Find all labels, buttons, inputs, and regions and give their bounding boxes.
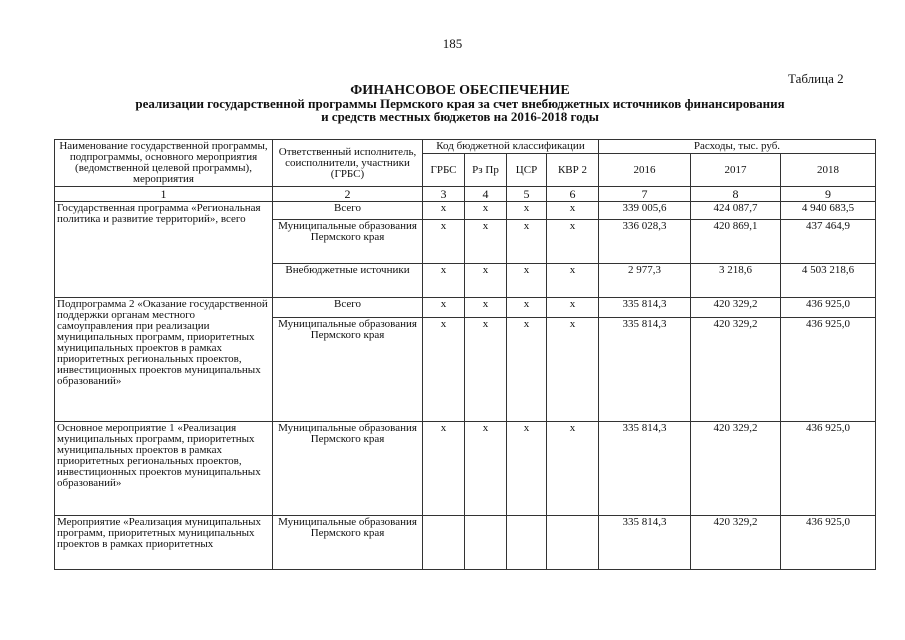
cell-csr: х [507,220,547,264]
header-kvr: КВР 2 [547,154,599,187]
column-number: 8 [691,187,781,202]
cell-2018: 436 925,0 [781,516,876,570]
title-line-2: реализации государственной программы Пермского края за счет внебюджетных источников финансирования [135,96,785,111]
cell-2018: 4 503 218,6 [781,264,876,298]
cell-csr: х [507,264,547,298]
column-number: 5 [507,187,547,202]
cell-grbs [423,516,465,570]
cell-2017: 420 329,2 [691,298,781,318]
cell-2018: 437 464,9 [781,220,876,264]
row-name: Государственная программа «Региональная политика и развитие территорий», всего [55,202,273,298]
cell-grbs: х [423,202,465,220]
row-responsible: Внебюджетные источники [273,264,423,298]
column-number: 4 [465,187,507,202]
page-number: 185 [442,36,463,51]
row-responsible: Муниципальные образования Пермского края [273,422,423,516]
financing-table [54,139,876,570]
cell-grbs: х [423,318,465,422]
table-row [55,202,876,220]
cell-grbs: х [423,220,465,264]
cell-2018: 436 925,0 [781,318,876,422]
header-name: Наименование государственной программы, подпрограммы, основного мероприятия (ведомственной целевой программы), мероприятия [55,140,273,187]
cell-2018: 436 925,0 [781,298,876,318]
cell-kvr: х [547,220,599,264]
header-2018: 2018 [781,154,876,187]
header-rzpr: Рз Пр [465,154,507,187]
cell-2017: 420 869,1 [691,220,781,264]
cell-csr: х [507,318,547,422]
row-name: Основное мероприятие 1 «Реализация муниципальных программ, приоритетных муниципальных проектов в рамках приоритетных региональных проектов, инвестиционных проектов муниципальных образований» [55,422,273,516]
table-row [55,298,876,318]
cell-2017: 424 087,7 [691,202,781,220]
cell-kvr: х [547,422,599,516]
column-number: 1 [55,187,273,202]
title-line-1: ФИНАНСОВОЕ ОБЕСПЕЧЕНИЕ [350,83,570,98]
cell-kvr: х [547,298,599,318]
cell-2016: 335 814,3 [599,422,691,516]
cell-2018: 4 940 683,5 [781,202,876,220]
cell-rzpr: х [465,220,507,264]
cell-kvr: х [547,202,599,220]
cell-csr: х [507,298,547,318]
header-2017: 2017 [691,154,781,187]
cell-rzpr: х [465,318,507,422]
cell-2016: 335 814,3 [599,318,691,422]
cell-2017: 420 329,2 [691,422,781,516]
column-number: 9 [781,187,876,202]
table-label: Таблица 2 [788,71,844,86]
row-responsible: Муниципальные образования Пермского края [273,220,423,264]
cell-2017: 420 329,2 [691,318,781,422]
cell-2016: 336 028,3 [599,220,691,264]
cell-2017: 3 218,6 [691,264,781,298]
header-responsible: Ответственный исполнитель, соисполнители, участники (ГРБС) [273,140,423,187]
header-code-group: Код бюджетной классификации [423,140,599,154]
cell-rzpr: х [465,202,507,220]
cell-2016: 335 814,3 [599,516,691,570]
cell-rzpr: х [465,422,507,516]
title-line-3: и средств местных бюджетов на 2016-2018 годы [321,109,599,124]
header-expenses-group: Расходы, тыс. руб. [599,140,876,154]
row-responsible: Всего [273,298,423,318]
cell-grbs: х [423,422,465,516]
cell-2016: 335 814,3 [599,298,691,318]
cell-grbs: х [423,298,465,318]
cell-kvr: х [547,318,599,422]
cell-2016: 2 977,3 [599,264,691,298]
cell-kvr [547,516,599,570]
cell-rzpr: х [465,298,507,318]
document-title [50,84,870,123]
row-responsible: Муниципальные образования Пермского края [273,516,423,570]
cell-rzpr: х [465,264,507,298]
header-grbs: ГРБС [423,154,465,187]
cell-2018: 436 925,0 [781,422,876,516]
table-row [55,422,876,516]
column-number-row [55,187,876,202]
cell-csr: х [507,202,547,220]
cell-rzpr [465,516,507,570]
column-number: 3 [423,187,465,202]
column-number: 2 [273,187,423,202]
cell-csr [507,516,547,570]
row-name: Мероприятие «Реализация муниципальных программ, приоритетных муниципальных проектов в рамках приоритетных [55,516,273,570]
column-number: 6 [547,187,599,202]
row-name: Подпрограмма 2 «Оказание государственной поддержки органам местного самоуправления при реализации муниципальных программ, приоритетных муниципальных проектов в рамках приоритетных региональных проектов, инвестиционных проектов муниципальных образований» [55,298,273,422]
row-responsible: Всего [273,202,423,220]
cell-2016: 339 005,6 [599,202,691,220]
cell-kvr: х [547,264,599,298]
cell-grbs: х [423,264,465,298]
header-csr: ЦСР [507,154,547,187]
header-2016: 2016 [599,154,691,187]
cell-2017: 420 329,2 [691,516,781,570]
cell-csr: х [507,422,547,516]
column-number: 7 [599,187,691,202]
table-row [55,516,876,570]
row-responsible: Муниципальные образования Пермского края [273,318,423,422]
